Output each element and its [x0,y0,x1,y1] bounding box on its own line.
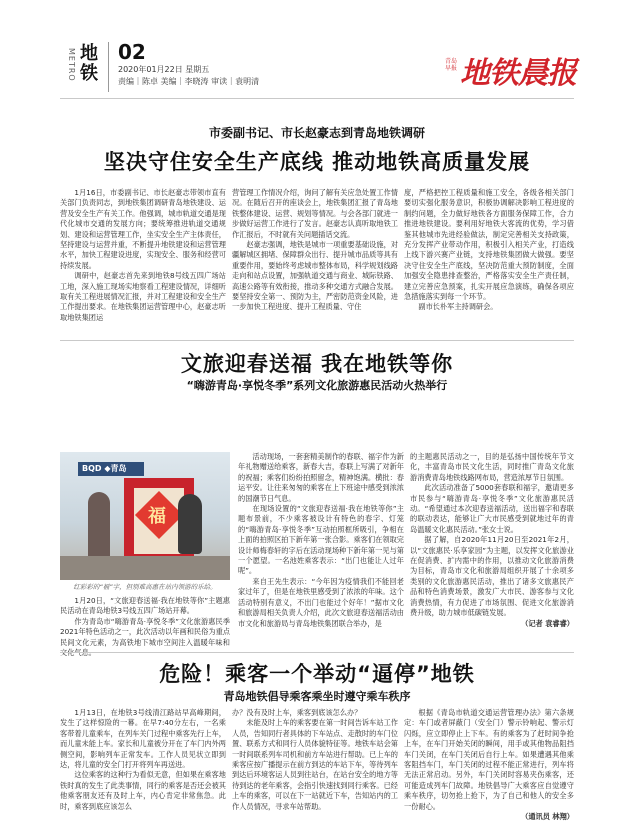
article2-subhead: “嗨游青岛·享悦冬季”系列文化旅游惠民活动火热举行 [186,379,448,392]
section-name: 地铁 [80,43,98,84]
page-number: 02 [118,40,146,64]
article1-kicker: 市委副书记、市长赵豪志到青岛地铁调研 [208,126,425,140]
passenger-figure [88,492,110,562]
article1-column-2 [232,188,398,334]
paragraph: 度，严格把控工程质量和施工安全，各级各相关部门要切实强化服务意识，积极协调解决影响工程进度的制约问题，全力做好地铁各方面服务保障工作，合力推进地铁建设。要利用好地铁大客流的优势，学习借鉴其他城市先进经验做法，制定完善相关支持政策，充分发挥产业带动作用，积极引入相关产业，打造线上线下游兴赛产业链，支持地铁集团做大做强。要坚决守住安全生产底线，坚决防范重大预防制度，全面加强安全隐患排查整治，严格落实安全生产责任制，建立完善应急预案，扎实开展应急演练，确保各项应急措施落实到每一个环节。 [404,188,574,302]
brand-small-logo: 青岛早报 [444,58,457,72]
paragraph: 这位乘客的这种行为看似无意，但如果在乘客地铁时真的发生了此类事情，同行的乘客是否还会被其他乘客朋友还有及时上车，内心肯定非常焦急。此时，乘客到底应该怎么 [60,770,226,811]
article2-column-1 [60,596,230,646]
article2-headline: 文旅迎春送福 我在地铁等你 [180,352,454,376]
article3-column-1 [60,708,226,811]
brand-logo: 地铁晨报 [460,56,576,91]
paragraph: 来自王先生表示：“今年因为疫情我们不能回老家过年了，但是在地铁里感受到了浓浓的年味。这个活动特别有意义，不出门也能过个好年！”据市文化和旅游局相关负责人介绍，此次文旅迎春送福活动由市文化和旅游局与青岛地铁集团联合举办，是 [238,576,404,628]
article2-column-2 [238,452,404,648]
paragraph: 调研中，赵豪志首先来到地铁8号线五四广场站工地，深入施工现场实地察看工程建设情况，详细听取有关工程进展情况汇报，并对工程建设和安全生产工作提出要求。在地铁集团运营管理中心，赵豪志听取地铁集团运 [60,271,226,322]
article2-byline: （记者 袁睿睿） [521,618,574,628]
article2-column-3 [410,452,574,648]
article3-column-2 [232,708,398,811]
activity-photo [60,452,230,580]
station-floor [60,556,230,580]
article-divider [60,652,574,653]
paragraph: 副市长朴军主持调研会。 [418,302,498,312]
header-divider [60,98,574,99]
paragraph: 据了解，自2020年11月20日至2021年2月，以“文旅惠民·乐享家园”为主题，以发挥文化旅游业在促消费、扩内需中的作用，以推动文化旅游消费为目标，青岛市文化和旅游局组织开展了十余项多类别的文化旅游惠民活动，推出了诸多文旅惠民产品和特色消费场景，激发广大市民、游客参与文化消费热情，有力促进了市场氛围、促进文化旅游消费升级，助力城市低碳链发展。 [410,535,574,618]
article3-byline: （通讯员 林翔） [521,812,574,822]
station-sign-text: BQD ◆青岛 [82,464,127,473]
paragraph: 作为青岛市“嗨游青岛·享悦冬季”文化旅游惠民季2021年特色活动之一，此次活动以年画和民俗为重点民间文化元素，为高铁地下城市空间注入温暖年味和 [60,616,230,647]
paragraph: 的主题惠民活动之一，目的是弘扬中国传统年节文化，丰富青岛市民文化生活，同时推广青岛文化旅游消费青岛地铁线路网布局，营造浓厚节日氛围。 [410,452,574,482]
paragraph: 1月16日，市委副书记、市长赵豪志带领市直有关部门负责同志，到地铁集团调研青岛地铁建设、运营及安全生产有关工作。他强调，城市轨道交通是现代化城市交通的发展方向；要统筹推进轨道交通规划、建设和运营管理工作，坐实安全生产主体责任，坚持建设与运营并重，不断提升地铁建设和运营管理水平，加快工程建设进度，实现安全、服务和经营可持续发展。 [60,188,226,270]
paragraph: 赵豪志强调，地铁是城市一项重要基础设施，对疆解城区拥堵、保障群众出行、提升城市品质等具有重要作用，要始终考虑城市整体布局，科学规划线路走向和站点设置，加强轨道交通与商业、城际铁路、高速公路等有效衔接，推动多种交通方式融合发展。要坚持安全第一、预防为主，严密防范资金风险，进一步加快工程进度、提升工程质量、守住 [232,240,398,312]
paragraph: 营管理工作情况介绍，询问了解有关应急处置工作情况。在随后召开的座谈会上，地铁集团汇报了青岛地铁整体建设、运营、规划等情况。与会各部门就进一步做好运营工作进行了发言。赵豪志认真听取地铁工作汇报后，不时就有关问题插话交流。 [232,188,398,239]
paragraph: 在现场设置的“文旅迎春送福·我在地铁等你”主题布景前，不少乘客被设计有特色的春字、灯笼的“嗨游青岛·享悦冬季”互动拍照框所吸引，争相在上面的拍照区拍下新年第一张合影。乘客们在领取完设计师梅春轩的字后在活动现场种下新年第一见与第一个愿望。一名池姓乘客表示：“出门也能让人过年呢”。 [238,504,404,576]
paragraph: 1月13日，在地铁3号线清江路站早高峰期间，发生了这样惊险的一幕。在早7:40分左右，一名乘客带着儿童乘车，在列车关门过程中乘客先行上车，而儿童未能上车。家长和儿童被分开在了车门内外两侧空间，影响列车正常发车。工作人员见状立即到达，将儿童的安全门打开将列车再送进。 [60,708,226,770]
paragraph: 此次活动准备了5000套春联和福字，邀请更多市民参与“嗨游青岛·享悦冬季”文化旅游惠民活动。“希望通过本次迎春送福活动，送出福字和春联的联动表达，能够让广大市民感受到就地过年的青岛温暖文化惠民活动。”张女士说。 [410,483,574,534]
article1-column-1 [60,188,226,334]
paragraph: 活动现场，一套套精美制作的春联、福字作为新年礼物赠送给乘客，新春大吉，春联上写满了对新年的祝福；乘客们纷纷拍照留念，精神饱满。横批：春运平安。让往来匆匆的乘客在上下班途中感受到浓浓的国潮节日气息。 [238,452,404,503]
article-divider [60,340,574,341]
paragraph: 未能及时上车的乘客要在第一时间告诉车站工作人员，告知同行者具体的下车站点、走散时的车门位置、联系方式和同行人员体貌特征等。地铁车站会第一时间联系列车司机和前方车站进行帮助。已上车的乘客应按广播提示在前方到达的车站下车，等待列车到达后环境客运人员到往站台，在站台安全的地方等待到达的老年乘客，会指引快速找到同行乘客。已经上车的乘客，可以在下一站就近下车，告知站内的工作人员情况，寻求车站帮助。 [232,718,398,811]
fu-character: 福 [148,506,166,527]
paragraph: 办？没有及时上车，乘客到底该怎么办？ [232,708,362,717]
article3-column-3 [404,708,574,822]
passenger-figure [178,494,202,554]
dateline: 2020年01月22日 星期五 [118,65,210,74]
article1-column-3 [404,188,574,334]
editor-credits: 责编｜陈卓 美编｜李晓涛 审读｜袁明清 [118,77,260,86]
article3-subhead: 青岛地铁倡导乘客乘坐时遵守乘车秩序 [223,690,411,703]
article1-headline: 坚决守住安全生产底线 推动地铁高质量发展 [103,150,531,174]
section-name-en: METRO [67,48,76,82]
article3-headline: 危险！乘客一个举动“逼停”地铁 [159,662,475,686]
photo-caption: 红彩彩的“福”字，但别难高惠在站内领游的乐给。 [73,583,217,591]
paragraph: 1月20日，“文旅迎春送福·我在地铁等你”主题惠民活动在青岛地铁3号线五四广场站开幕。 [60,596,230,616]
paragraph: 根据《青岛市轨道交通运营管理办法》第六条规定：车门或者屏蔽门（安全门）警示铃响起、警示灯闪烁，应立即停止上下车。有的乘客为了赶时间争抢上车，在车门开始关闭的瞬间，用手或其他物品阻挡车门关闭，在车门关闭后自行上车。如果遭遇其他乘客阻挡车门，车门关闭的过程不能正常进行，列车将无法正常启动。另外，车门关闭时容易夹伤乘客，还可能造成列车门故障。地铁倡导广大乘客应自觉遵守乘车秩序，切勿抢上抢下，为了自己和他人的安全多一份耐心。 [404,708,574,811]
